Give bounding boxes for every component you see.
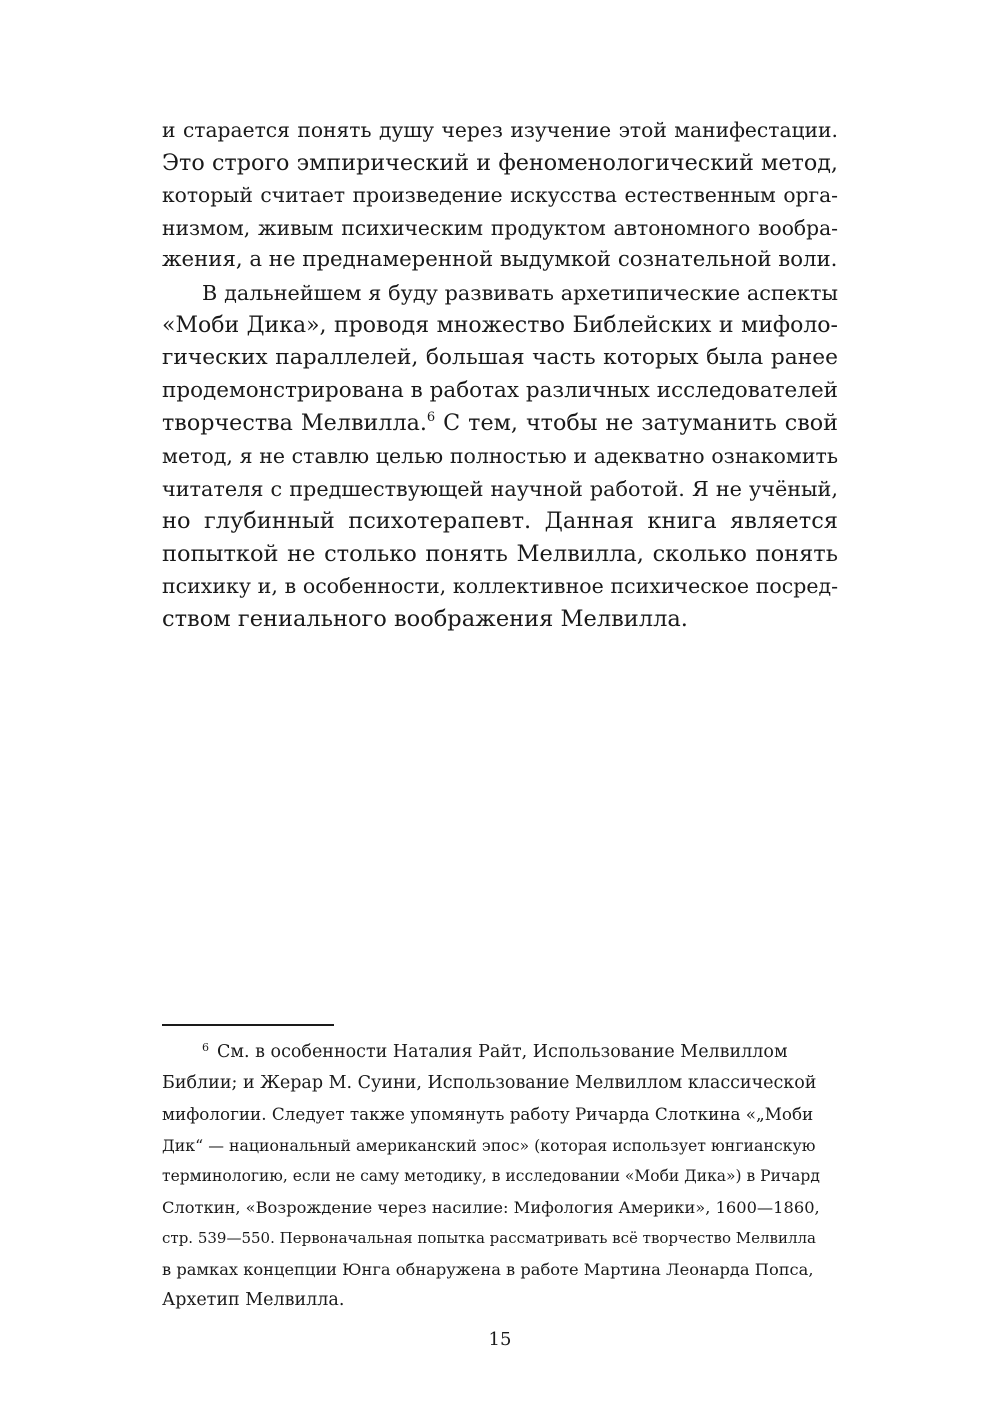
footnote-line: Архетип Мелвилла.	[162, 1290, 345, 1310]
footnote-separator	[162, 1024, 334, 1026]
footnote-reference[interactable]: 6	[426, 410, 436, 426]
text-line: но глубинный психотерапевт. Данная книга является	[162, 508, 838, 535]
footnote-line: мифологии. Следует также упомянуть работу Ричарда Слоткина «„Моби	[162, 1104, 814, 1124]
footnote	[162, 1037, 822, 1316]
text-line: читателя с предшествующей научной работой. Я не учёный,	[162, 476, 838, 501]
text-line: гических параллелей, большая часть которых была ранее	[162, 345, 838, 371]
text-line: жения, а не преднамеренной выдумкой сознательной воли.	[162, 247, 838, 273]
text-line: который считает произведение искусства естественным орга-	[162, 183, 838, 208]
text-line	[162, 407, 838, 440]
text-line: психику и, в особенности, коллективное психическое посред-	[162, 574, 838, 599]
footnote-line: Дик“ — национальный американский эпос» (которая использует юнгианскую	[162, 1136, 816, 1155]
text-line: «Моби Дика», проводя множество Библейских и мифоло-	[162, 312, 838, 338]
text-line: ством гениального воображения Мелвилла.	[162, 605, 688, 632]
text-line: продемонстрирована в работах различных исследователей	[162, 377, 838, 403]
text-line: и старается понять душу через изучение этой манифестации.	[162, 118, 838, 142]
text-fragment: С тем, чтобы не затуманить свой	[443, 410, 838, 437]
text-fragment: творчества Мелвилла.	[162, 410, 427, 437]
footnote-marker: 6	[202, 1041, 209, 1054]
footnote-line	[162, 1037, 822, 1068]
text-line: Это строго эмпирический и феноменологический метод,	[162, 149, 838, 176]
text-line: низмом, живым психическим продуктом автономного вообра-	[162, 215, 838, 240]
footnote-line: Слоткин, «Возрождение через насилие: Мифология Америки», 1600—1860,	[162, 1198, 820, 1217]
footnote-text: См. в особенности Наталия Райт, Использование Мелвиллом	[217, 1042, 788, 1062]
footnote-line: в рамках концепции Юнга обнаружена в работе Мартина Леонарда Попса,	[162, 1260, 814, 1279]
main-text	[162, 114, 838, 636]
text-line: В дальнейшем я буду развивать архетипические аспекты	[202, 280, 838, 305]
page-number: 15	[488, 1329, 512, 1350]
footnote-line: Библии; и Жерар М. Суини, Использование Мелвиллом классической	[162, 1073, 817, 1093]
footnote-line: терминологию, если не саму методику, в исследовании «Моби Дика») в Ричард	[162, 1167, 820, 1185]
footnote-line: стр. 539—550. Первоначальная попытка рассматривать всё творчество Мелвилла	[162, 1229, 816, 1247]
text-line: метод, я не ставлю целью полностью и адекватно ознакомить	[162, 443, 838, 468]
text-line: попыткой не столько понять Мелвилла, сколько понять	[162, 540, 838, 567]
